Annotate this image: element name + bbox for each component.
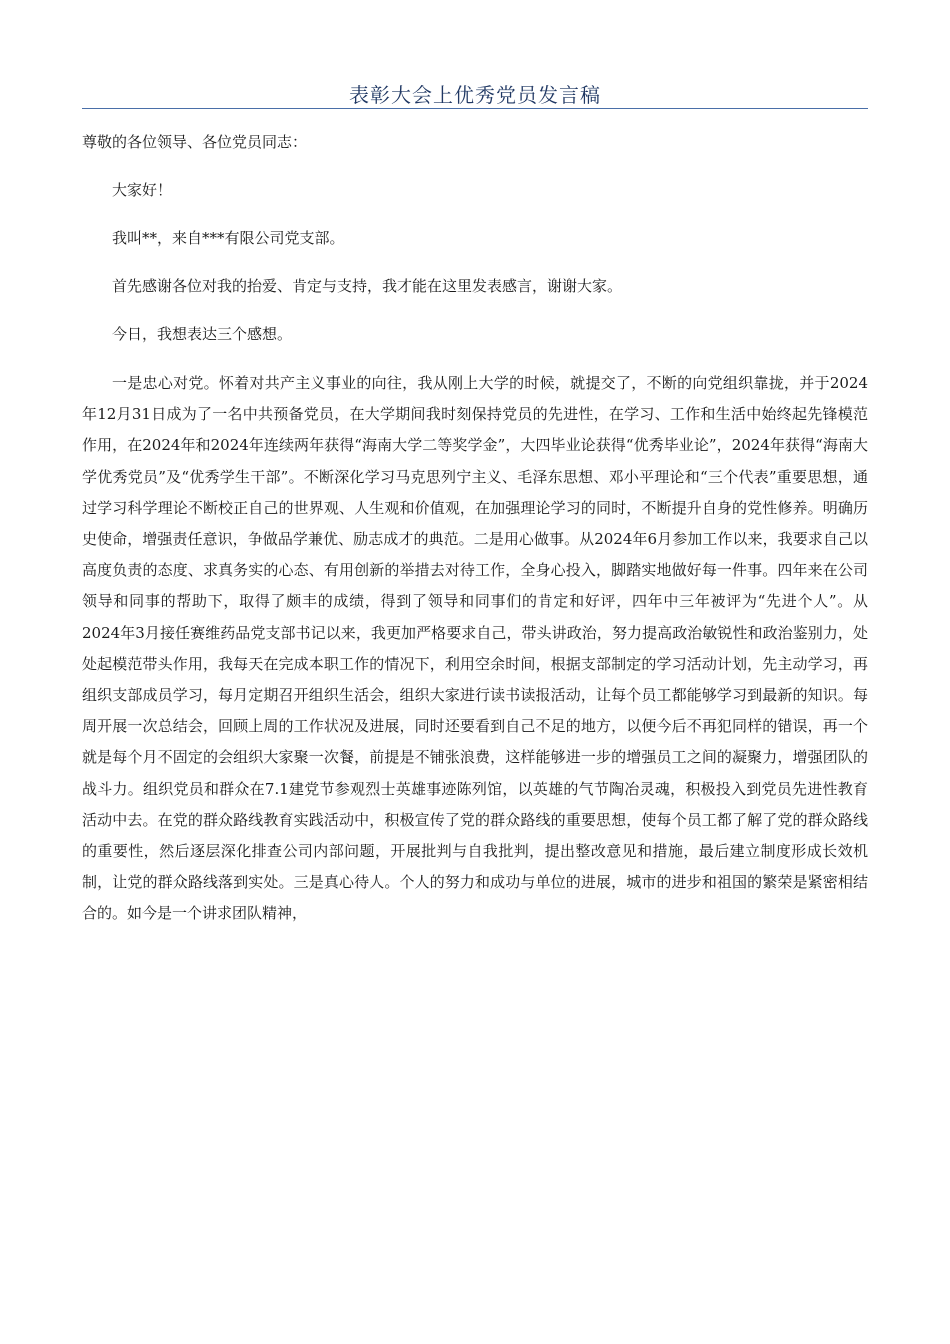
paragraph-intro-three: 今日，我想表达三个感想。 <box>112 325 293 343</box>
title-underline <box>82 108 868 109</box>
document-body <box>82 128 868 930</box>
paragraph-thanks: 首先感谢各位对我的抬爱、肯定与支持，我才能在这里发表感言，谢谢大家。 <box>112 277 623 295</box>
paragraph-greeting: 大家好！ <box>112 181 173 199</box>
paragraph-self-intro: 我叫**，来自***有限公司党支部。 <box>112 229 345 247</box>
document-title: 表彰大会上优秀党员发言稿 <box>349 83 601 107</box>
paragraph-main: 一是忠心对党。怀着对共产主义事业的向往，我从刚上大学的时候，就提交了，不断的向党组织靠拢，并于2024年12月31日成为了一名中共预备党员，在大学期间我时刻保持党员的先进性，在学习、工作和生活中始终起先锋模范作用，在2024年和2024年连续两年获得“海南大学二等奖学金”，大四毕业论获得“优秀毕业论”，2024年获得“海南大学优秀党员”及“优秀学生干部”。不断深化学习马克思列宁主义、毛泽东思想、邓小平理论和“三个代表”重要思想，通过学习科学理论不断校正自己的世界观、人生观和价值观，在加强理论学习的同时，不断提升自身的党性修养。明确历史使命，增强责任意识，争做品学兼优、励志成才的典范。二是用心做事。从2024年6月参加工作以来，我要求自己以高度负责的态度、求真务实的心态、有用创新的举措去对待工作，全身心投入，脚踏实地做好每一件事。四年来在公司领导和同事的帮助下，取得了颇丰的成绩，得到了领导和同事们的肯定和好评，四年中三年被评为“先进个人”。从2024年3月接任赛维药品党支部书记以来，我更加严格要求自己，带头讲政治，努力提高政治敏锐性和政治鉴别力，处处起模范带头作用，我每天在完成本职工作的情况下，利用空余时间，根据支部制定的学习活动计划，先主动学习，再组织支部成员学习，每月定期召开组织生活会，组织大家进行读书读报活动，让每个员工都能够学习到最新的知识。每周开展一次总结会，回顾上周的工作状况及进展，同时还要看到自己不足的地方，以便今后不再犯同样的错误，再一个就是每个月不固定的会组织大家聚一次餐，前提是不铺张浪费，这样能够进一步的增强员工之间的凝聚力，增强团队的战斗力。组织党员和群众在7.1建党节参观烈士英雄事迹陈列馆，以英雄的气节陶冶灵魂，积极投入到党员先进性教育活动中去。在党的群众路线教育实践活动中，积极宣传了党的群众路线的重要思想，使每个员工都了解了党的群众路线的重要性，然后逐层深化排查公司内部问题，开展批判与自我批判，提出整改意见和措施，最后建立制度形成长效机制，让党的群众路线落到实处。三是真心待人。个人的努力和成功与单位的进展，城市的进步和祖国的繁荣是紧密相结合的。如今是一个讲求团队精神， <box>82 374 868 923</box>
salutation: 尊敬的各位领导、各位党员同志： <box>82 133 308 151</box>
